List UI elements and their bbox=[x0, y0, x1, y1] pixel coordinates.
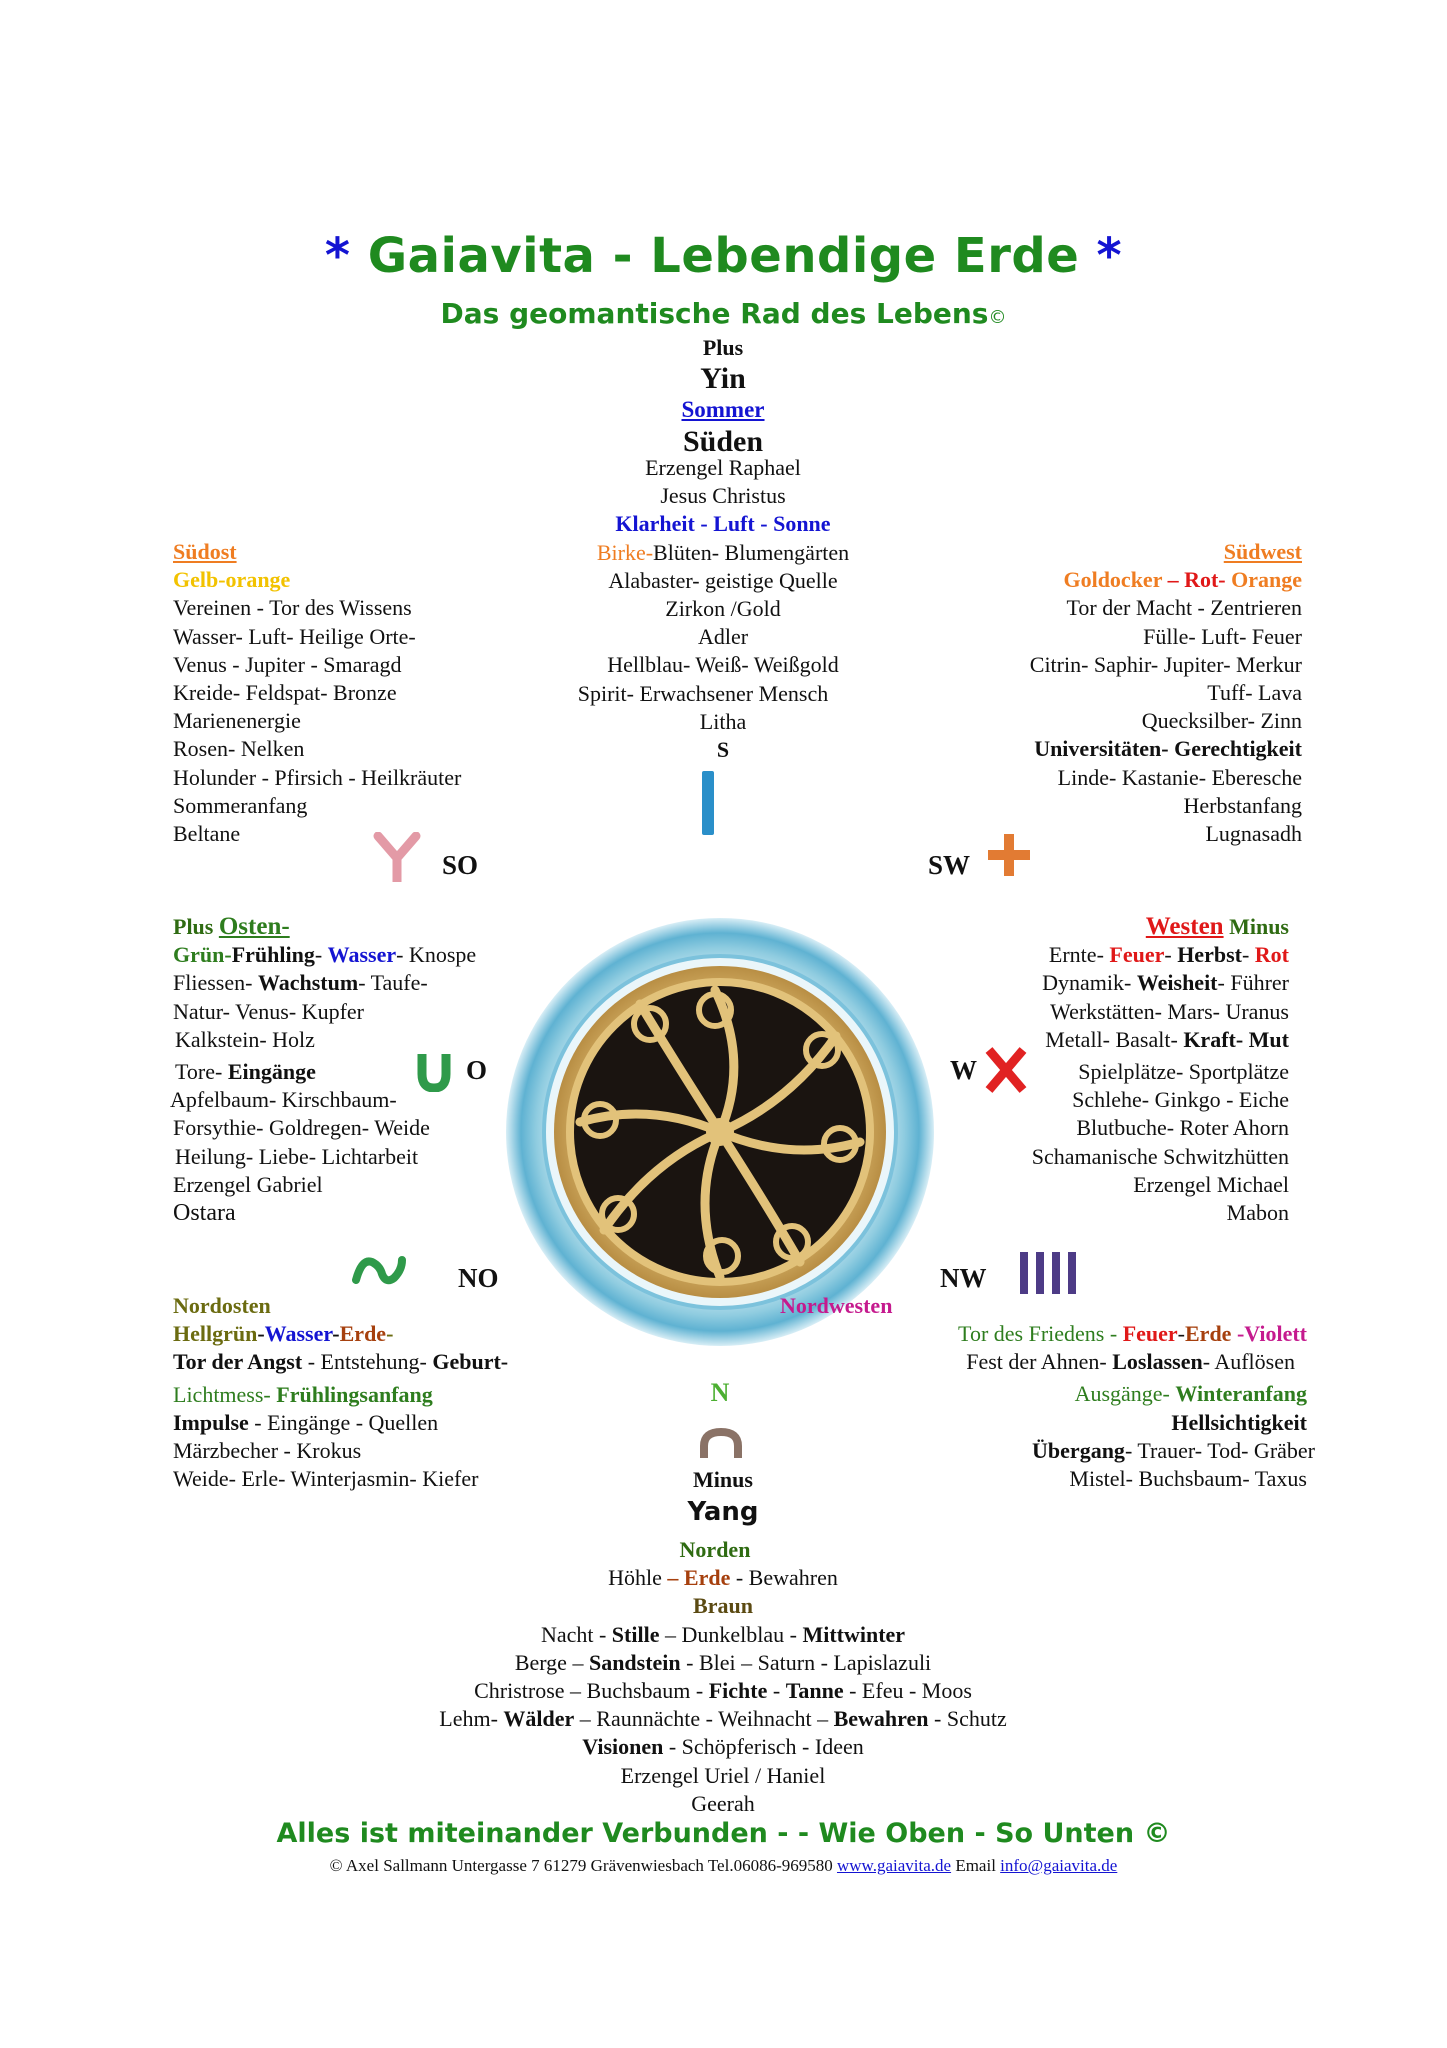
northwest-heading-wrap bbox=[780, 1292, 892, 1320]
northeast-line: Weide- Erle- Winterjasmin- Kiefer bbox=[173, 1466, 479, 1492]
south-section bbox=[523, 334, 923, 460]
subtitle-copyright: © bbox=[988, 307, 1007, 328]
north-line: Nacht - Stille – Dunkelblau - Mittwinter bbox=[540, 1621, 906, 1647]
west-line: Metall- Basalt- Kraft- Mut bbox=[1045, 1026, 1289, 1052]
southeast-abbr: SO bbox=[442, 850, 479, 880]
footer-address: © Axel Sallmann Untergasse 7 61279 Grävenwiesbach Tel.06086-969580 bbox=[329, 1856, 837, 1875]
northwest-section bbox=[958, 1320, 1315, 1493]
north-direction: Norden bbox=[679, 1537, 751, 1562]
south-trees: Birke-Blüten- Blumengärten bbox=[596, 539, 850, 565]
south-line: Hellblau- Weiß- Weißgold bbox=[607, 652, 839, 678]
southeast-color: Gelb-orange bbox=[173, 567, 291, 593]
southwest-line: Lugnasadh bbox=[1205, 821, 1302, 847]
east-line: Apfelbaum- Kirschbaum- bbox=[170, 1087, 397, 1113]
northwest-line: Fest der Ahnen- Loslassen- Auflösen bbox=[966, 1349, 1295, 1375]
south-jesus: Jesus Christus bbox=[660, 483, 786, 509]
southwest-color: Goldocker – Rot- Orange bbox=[1063, 567, 1302, 593]
southwest-bold-line: Universitäten- Gerechtigkeit bbox=[1034, 736, 1302, 762]
west-line: Spielplätze- Sportplätze bbox=[1078, 1059, 1289, 1085]
x-rune-icon bbox=[984, 1046, 1028, 1094]
south-plus: Plus bbox=[702, 335, 744, 360]
west-heading-line bbox=[1032, 913, 1289, 941]
northwest-line: Übergang- Trauer- Tod- Gräber bbox=[1032, 1437, 1315, 1463]
southeast-section bbox=[173, 538, 461, 848]
south-klarheit: Klarheit bbox=[615, 511, 695, 537]
title-text: Gaiavita - Lebendige Erde bbox=[367, 228, 1080, 284]
north-line: Berge – Sandstein - Blei – Saturn - Lapislazuli bbox=[514, 1649, 932, 1675]
south-archangel: Erzengel Raphael bbox=[645, 455, 801, 480]
northeast-line: Märzbecher - Krokus bbox=[173, 1438, 362, 1464]
southeast-heading: Südost bbox=[173, 539, 237, 564]
east-heading: Osten- bbox=[218, 913, 290, 940]
west-abbr: W bbox=[950, 1055, 977, 1085]
y-rune-icon bbox=[372, 832, 422, 884]
southwest-line: Citrin- Saphir- Jupiter- Merkur bbox=[1029, 651, 1302, 677]
title-star-left: * bbox=[324, 228, 351, 284]
east-heading-line bbox=[173, 913, 476, 941]
southeast-line: Kreide- Feldspat- Bronze bbox=[173, 680, 397, 706]
west-heading: Westen bbox=[1145, 913, 1224, 940]
northwest-line: Ausgänge- Winteranfang bbox=[1074, 1381, 1307, 1407]
southwest-line: Herbstanfang bbox=[1183, 792, 1302, 818]
subtitle-text: Das geomantische Rad des Lebens bbox=[440, 297, 989, 330]
north-line: Visionen - Schöpferisch - Ideen bbox=[582, 1734, 864, 1760]
northwest-line: Mistel- Buchsbaum- Taxus bbox=[1069, 1466, 1307, 1492]
northwest-line: Tor des Friedens - Feuer-Erde -Violett bbox=[958, 1321, 1307, 1346]
northwest-line: Hellsichtigkeit bbox=[1171, 1409, 1307, 1435]
page-title bbox=[0, 228, 1447, 284]
south-direction: Süden bbox=[682, 425, 764, 458]
south-letter: S bbox=[716, 737, 730, 763]
east-line: Forsythie- Goldregen- Weide bbox=[173, 1115, 430, 1141]
west-section bbox=[1032, 913, 1289, 1227]
east-line: Erzengel Gabriel bbox=[173, 1171, 323, 1197]
north-line: Geerah bbox=[691, 1790, 755, 1816]
vertical-bar-icon bbox=[702, 771, 714, 835]
southwest-line: Linde- Kastanie- Eberesche bbox=[1057, 764, 1302, 790]
four-bars-icon bbox=[1018, 1250, 1078, 1296]
northeast-heading: Nordosten bbox=[173, 1293, 271, 1318]
spiral-wheel-icon bbox=[500, 912, 940, 1352]
plus-cross-icon bbox=[986, 832, 1032, 878]
east-line: Fliessen- Wachstum- Taufe- bbox=[173, 970, 428, 996]
north-line: Christrose – Buchsbaum - Fichte - Tanne - Efeu - Moos bbox=[474, 1678, 972, 1704]
west-line: Erzengel Michael bbox=[1133, 1171, 1289, 1197]
southwest-abbr: SW bbox=[928, 850, 971, 880]
footer-info bbox=[0, 1856, 1447, 1876]
footer-email-label: Email bbox=[951, 1856, 1001, 1875]
northwest-abbr: NW bbox=[940, 1263, 987, 1293]
east-line: Grün-Frühling- Wasser- Knospe bbox=[173, 942, 477, 968]
south-luft: Luft bbox=[713, 511, 755, 537]
south-details bbox=[523, 454, 923, 764]
northeast-abbr: NO bbox=[458, 1263, 499, 1293]
south-line: Spirit- Erwachsener Mensch bbox=[577, 680, 829, 706]
southeast-line: Wasser- Luft- Heilige Orte- bbox=[173, 623, 416, 649]
southwest-line: Quecksilber- Zinn bbox=[1141, 708, 1302, 734]
west-line: Schamanische Schwitzhütten bbox=[1031, 1143, 1289, 1169]
west-line: Werkstätten- Mars- Uranus bbox=[1050, 998, 1289, 1024]
southeast-line: Vereinen - Tor des Wissens bbox=[173, 595, 412, 621]
north-section bbox=[323, 1536, 1123, 1818]
north-letter: N bbox=[710, 1378, 730, 1407]
south-line: Litha bbox=[699, 708, 747, 734]
north-minus: Minus bbox=[693, 1467, 753, 1492]
southwest-line: Fülle- Luft- Feuer bbox=[1143, 623, 1302, 649]
southwest-section bbox=[1030, 538, 1302, 848]
east-line: Heilung- Liebe- Lichtarbeit bbox=[175, 1143, 419, 1169]
southeast-line: Rosen- Nelken bbox=[173, 736, 305, 762]
north-color: Braun bbox=[693, 1593, 753, 1619]
south-line: Alabaster- geistige Quelle bbox=[608, 567, 838, 593]
east-plus: Plus bbox=[173, 914, 214, 939]
southeast-line: Marienenergie bbox=[173, 708, 301, 734]
west-line: Ernte- Feuer- Herbst- Rot bbox=[1048, 942, 1289, 968]
southeast-line: Sommeranfang bbox=[173, 792, 308, 818]
southeast-line: Holunder - Pfirsich - Heilkräuter bbox=[173, 764, 462, 790]
south-line: Adler bbox=[697, 624, 749, 650]
east-abbr: O bbox=[466, 1055, 488, 1085]
northeast-line: Lichtmess- Frühlingsanfang bbox=[173, 1381, 433, 1407]
northeast-line: Impulse - Eingänge - Quellen bbox=[173, 1409, 439, 1435]
east-line: Natur- Venus- Kupfer bbox=[173, 998, 364, 1024]
west-line: Dynamik- Weisheit- Führer bbox=[1042, 970, 1289, 996]
north-line: Lehm- Wälder – Raunnächte - Weihnacht – Bewahren - Schutz bbox=[439, 1706, 1007, 1732]
west-line: Schlehe- Ginkgo - Eiche bbox=[1072, 1087, 1289, 1113]
west-line: Blutbuche- Roter Ahorn bbox=[1076, 1115, 1289, 1141]
wave-icon bbox=[350, 1252, 408, 1288]
east-line: Tore- Eingänge bbox=[175, 1059, 316, 1085]
southeast-line: Beltane bbox=[173, 821, 241, 847]
northeast-line: Tor der Angst - Entstehung- Geburt- bbox=[173, 1349, 509, 1375]
title-star-right: * bbox=[1096, 228, 1123, 284]
southwest-line: Tor der Macht - Zentrieren bbox=[1066, 595, 1302, 621]
email-link[interactable]: info@gaiavita.de bbox=[1000, 1856, 1118, 1875]
website-link[interactable]: www.gaiavita.de bbox=[836, 1856, 952, 1875]
southwest-line: Tuff- Lava bbox=[1207, 680, 1302, 706]
page-subtitle bbox=[0, 297, 1447, 330]
northeast-colors: Hellgrün-Wasser-Erde- bbox=[173, 1321, 394, 1347]
north-line: Höhle – Erde - Bewahren bbox=[608, 1565, 838, 1591]
footer-slogan: Alles ist miteinander Verbunden - - Wie Oben - So Unten © bbox=[276, 1818, 1171, 1849]
east-line: Kalkstein- Holz bbox=[175, 1026, 315, 1052]
south-season: Sommer bbox=[681, 397, 765, 422]
north-line: Erzengel Uriel / Haniel bbox=[620, 1762, 826, 1788]
east-ostara: Ostara bbox=[173, 1200, 236, 1227]
south-yin: Yin bbox=[700, 362, 746, 395]
south-birke: Birke- bbox=[596, 539, 654, 565]
u-rune-icon bbox=[416, 1052, 452, 1092]
north-yang: Yang bbox=[687, 1497, 759, 1527]
northwest-heading: Nordwesten bbox=[780, 1293, 893, 1318]
southwest-heading: Südwest bbox=[1223, 539, 1302, 564]
south-sonne: Sonne bbox=[773, 511, 831, 537]
west-minus: Minus bbox=[1229, 914, 1289, 939]
northeast-section bbox=[173, 1292, 508, 1493]
south-line: Zirkon /Gold bbox=[665, 596, 781, 622]
southeast-line: Venus - Jupiter - Smaragd bbox=[173, 651, 402, 677]
west-line: Mabon bbox=[1226, 1200, 1289, 1226]
arch-icon bbox=[698, 1426, 744, 1460]
south-elements: Klarheit - Luft - Sonne bbox=[615, 511, 831, 537]
